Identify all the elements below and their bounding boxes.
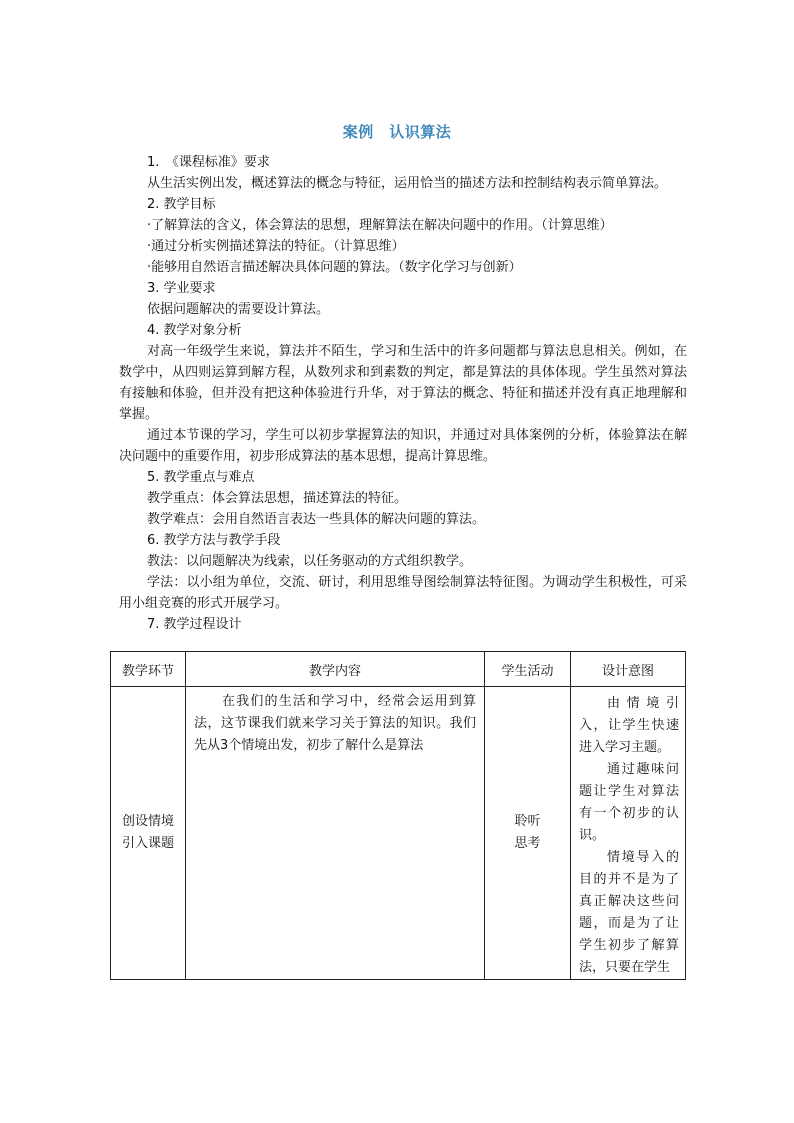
intent-paragraph: 情境导入的目的并不是为了真正解决这些问题，而是为了让学生初步了解算法，只要在学生: [579, 850, 679, 975]
intent-paragraph: 通过趣味问题让学生对算法有一个初步的认识。: [579, 762, 679, 843]
content-cell: 在我们的生活和学习中，经常会运用到算法，这节课我们就来学习关于算法的知识。我们先从3个情境出发，初步了解什么是算法: [186, 687, 485, 980]
learning-method-text: 学法：以小组为单位，交流、研讨，利用思维导图绘制算法特征图。为调动学生积极性，可采用小组竞赛的形式开展学习。: [119, 575, 687, 611]
section-4-heading: 4. 教学对象分析: [147, 323, 242, 338]
difficult-point-text: 教学难点：会用自然语言表达一些具体的解决问题的算法。: [147, 512, 486, 527]
section-4-paragraph-1: 对高一年级学生来说，算法并不陌生，学习和生活中的许多问题都与算法息息相关。例如，在数学中，从四则运算到解方程，从数列求和到素数的判定，都是算法的具体体现。学生虽然对算法有接触和体验，但并没有把这种体验进行升华，对于算法的概念、特征和描述并没有真正地理解和掌握。: [119, 344, 687, 422]
section-6-heading: 6. 教学方法与教学手段: [147, 533, 281, 548]
stage-cell: 创设情境 引入课题: [111, 687, 186, 980]
section-1-heading: 1. 《课程标准》要求: [147, 155, 270, 170]
header-activity: 学生活动: [485, 652, 571, 687]
document-body: [119, 152, 687, 635]
table-header-row: [111, 652, 686, 687]
section-4-paragraph-2: 通过本节课的学习，学生可以初步掌握算法的知识，并通过对具体案例的分析，体验算法在解决问题中的重要作用，初步形成算法的基本思想，提高计算思维。: [119, 428, 687, 464]
header-intent: 设计意图: [571, 652, 686, 687]
intent-cell: [571, 687, 686, 980]
table-row: [111, 687, 686, 980]
section-2-heading: 2. 教学目标: [147, 197, 216, 212]
section-3-text: 依据问题解决的需要设计算法。: [147, 302, 330, 317]
activity-cell: 聆听 思考: [485, 687, 571, 980]
header-stage: 教学环节: [111, 652, 186, 687]
intent-paragraph: 由情境引入，让学生快速进入学习主题。: [579, 696, 679, 755]
key-point-text: 教学重点：体会算法思想，描述算法的特征。: [147, 491, 408, 506]
objective-item: ·通过分析实例描述算法的特征。（计算思维）: [147, 239, 405, 254]
section-7-heading: 7. 教学过程设计: [147, 617, 242, 632]
page-title: 案例 认识算法: [342, 123, 452, 141]
section-5-heading: 5. 教学重点与难点: [147, 470, 255, 485]
objective-item: ·了解算法的含义，体会算法的思想，理解算法在解决问题中的作用。（计算思维）: [147, 218, 613, 233]
teaching-method-text: 教法：以问题解决为线索，以任务驱动的方式组织教学。: [147, 554, 473, 569]
header-content: 教学内容: [186, 652, 485, 687]
teaching-process-table: [110, 651, 686, 980]
section-1-text: 从生活实例出发，概述算法的概念与特征，运用恰当的描述方法和控制结构表示简单算法。: [147, 176, 668, 191]
section-3-heading: 3. 学业要求: [147, 281, 216, 296]
objective-item: ·能够用自然语言描述解决具体问题的算法。（数字化学习与创新）: [147, 260, 522, 275]
